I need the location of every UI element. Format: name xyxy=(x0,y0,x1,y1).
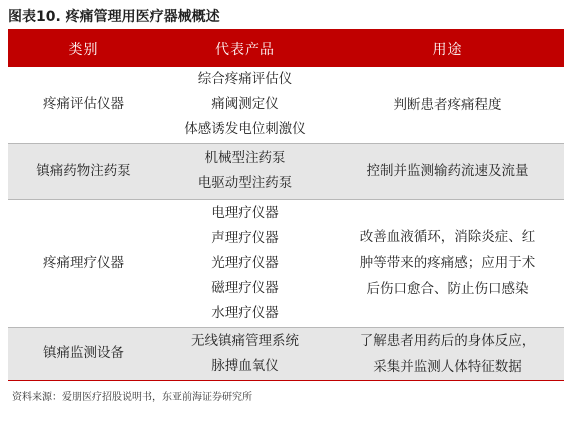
product-item: 电理疗仪器 xyxy=(211,204,279,221)
product-item: 痛阈测定仪 xyxy=(211,96,279,113)
usage-cell xyxy=(331,327,564,380)
header-products: 代表产品 xyxy=(159,31,331,67)
header-usage: 用途 xyxy=(331,31,564,67)
usage-text: 了解患者用药后的身体反应， xyxy=(359,332,536,349)
product-item: 电驱动型注药泵 xyxy=(197,175,293,191)
category-cell: 疼痛评估仪器 xyxy=(8,67,159,143)
usage-cell xyxy=(331,143,564,199)
header-row xyxy=(8,31,564,67)
product-item: 综合疼痛评估仪 xyxy=(197,71,293,88)
header-category: 类别 xyxy=(8,31,159,67)
products-cell xyxy=(159,67,331,143)
product-item: 机械型注药泵 xyxy=(204,150,286,166)
usage-text: 采集并监测人体特征数据 xyxy=(373,358,522,375)
device-table xyxy=(8,31,564,381)
product-item: 光理疗仪器 xyxy=(211,254,279,271)
products-cell xyxy=(159,199,331,327)
category-cell: 疼痛理疗仪器 xyxy=(8,199,159,327)
usage-text: 改善血液循环，消除炎症、红 xyxy=(359,229,536,245)
products-cell xyxy=(159,143,331,199)
usage-text: 控制并监测输药流速及流量 xyxy=(366,163,529,179)
product-item: 无线镇痛管理系统 xyxy=(191,332,299,349)
product-item: 脉搏血氧仪 xyxy=(211,357,279,374)
product-item: 声理疗仪器 xyxy=(211,229,279,246)
table-row xyxy=(8,143,564,199)
usage-cell xyxy=(331,67,564,143)
category-cell: 镇痛药物注药泵 xyxy=(8,143,159,199)
table-row xyxy=(8,327,564,380)
category-cell: 镇痛监测设备 xyxy=(8,327,159,380)
table-row xyxy=(8,67,564,143)
usage-text: 后伤口愈合、防止伤口感染 xyxy=(366,281,529,297)
source-note: 资料来源：爱朋医疗招股说明书，东亚前海证券研究所 xyxy=(12,392,252,403)
table-row xyxy=(8,199,564,327)
products-cell xyxy=(159,327,331,380)
product-item: 水理疗仪器 xyxy=(211,304,279,321)
figure-title: 图表10. 疼痛管理用医疗器械概述 xyxy=(8,9,220,25)
product-item: 磁理疗仪器 xyxy=(211,279,279,296)
usage-text: 判断患者疼痛程度 xyxy=(393,96,502,113)
usage-cell xyxy=(331,199,564,327)
bottom-rule xyxy=(8,380,564,381)
usage-text: 肿等带来的疼痛感；应用于术 xyxy=(359,255,536,271)
product-item: 体感诱发电位刺激仪 xyxy=(184,121,306,138)
